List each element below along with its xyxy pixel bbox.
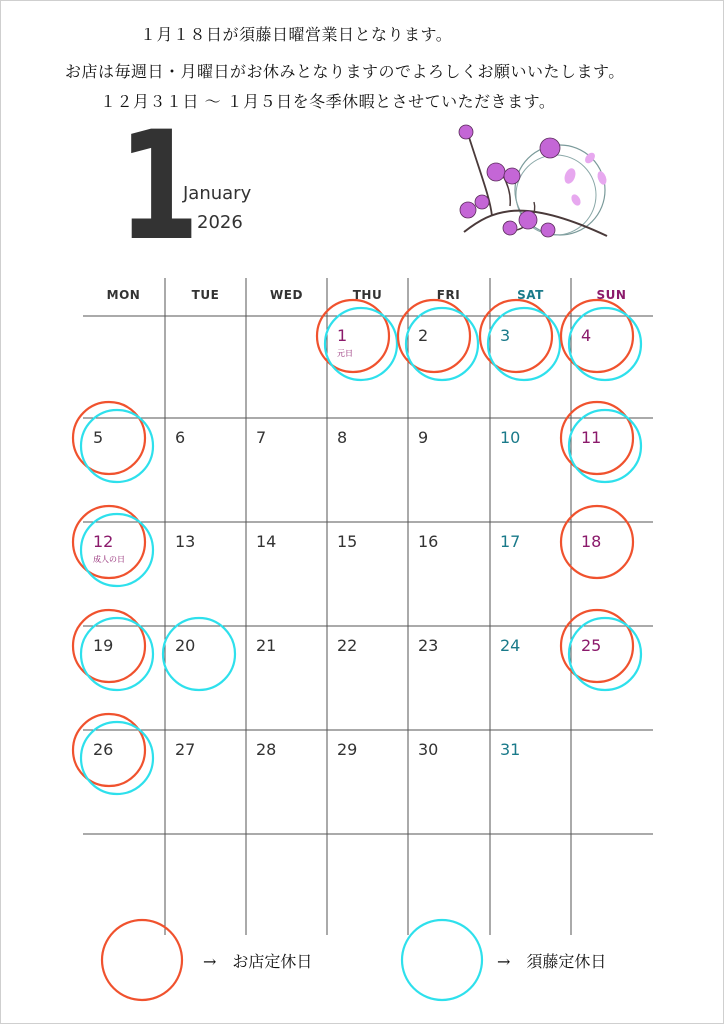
sudo-off-circle-25: [569, 618, 641, 690]
sudo-off-circle-4: [569, 308, 641, 380]
legend-sudo-circle: [400, 918, 486, 1004]
day-1: 1: [337, 326, 348, 345]
shop-closed-circle-4: [561, 300, 633, 372]
weekday-tue: TUE: [191, 288, 220, 302]
day-23: 23: [418, 636, 439, 655]
sudo-off-circle-11: [569, 410, 641, 482]
day-14: 14: [256, 532, 277, 551]
notice-winter-holiday: １２月３１日 〜 １月５日を冬季休暇とさせていただきます。: [100, 92, 556, 111]
shop-closed-circle-5: [73, 402, 145, 474]
day-30: 30: [418, 740, 439, 759]
day-8: 8: [337, 428, 348, 447]
day-20: 20: [175, 636, 196, 655]
month-number: 1: [118, 100, 200, 274]
sudo-off-circle-12: [81, 514, 153, 586]
day-29: 29: [337, 740, 358, 759]
day-13: 13: [175, 532, 196, 551]
sudo-off-circle-1: [325, 308, 397, 380]
weekday-fri: FRI: [436, 288, 461, 302]
day-2: 2: [418, 326, 429, 345]
holiday-label-1: 元日: [337, 349, 353, 358]
month-name: January: [183, 183, 252, 204]
holiday-label-12: 成人の日: [93, 555, 125, 564]
day-26: 26: [93, 740, 114, 759]
notice-weekly-closed: お店は毎週日・月曜日がお休みとなりますのでよろしくお願いいたします。: [65, 62, 625, 81]
day-10: 10: [500, 428, 521, 447]
day-3: 3: [500, 326, 511, 345]
sudo-off-circle-5: [81, 410, 153, 482]
sudo-off-circle-19: [81, 618, 153, 690]
day-4: 4: [581, 326, 592, 345]
legend-shop-circle: [100, 918, 186, 1004]
shop-closed-circle-3: [480, 300, 552, 372]
weekday-wed: WED: [270, 288, 303, 302]
day-17: 17: [500, 532, 521, 551]
legend-shop-label: → お店定休日: [203, 952, 313, 971]
sudo-off-circle-2: [406, 308, 478, 380]
legend-sudo-label: → 須藤定休日: [497, 952, 607, 971]
sudo-off-circle-26: [81, 722, 153, 794]
day-22: 22: [337, 636, 358, 655]
notice-sunday-business-day: １月１８日が須藤日曜営業日となります。: [140, 25, 453, 44]
day-15: 15: [337, 532, 358, 551]
day-9: 9: [418, 428, 429, 447]
day-24: 24: [500, 636, 521, 655]
day-18: 18: [581, 532, 602, 551]
weekday-sun: SUN: [596, 288, 627, 302]
shop-closed-circle-2: [398, 300, 470, 372]
day-25: 25: [581, 636, 602, 655]
weekday-sat: SAT: [517, 288, 544, 302]
day-28: 28: [256, 740, 277, 759]
day-27: 27: [175, 740, 196, 759]
weekday-mon: MON: [106, 288, 141, 302]
day-5: 5: [93, 428, 104, 447]
day-12: 12: [93, 532, 114, 551]
day-31: 31: [500, 740, 521, 759]
day-6: 6: [175, 428, 186, 447]
year-label: 2026: [197, 212, 243, 233]
sudo-off-circle-20: [163, 618, 235, 690]
weekday-thu: THU: [352, 288, 383, 302]
day-11: 11: [581, 428, 602, 447]
sudo-off-circle-3: [488, 308, 560, 380]
day-7: 7: [256, 428, 267, 447]
day-19: 19: [93, 636, 114, 655]
shop-closed-circle-1: [317, 300, 389, 372]
day-16: 16: [418, 532, 439, 551]
day-21: 21: [256, 636, 277, 655]
